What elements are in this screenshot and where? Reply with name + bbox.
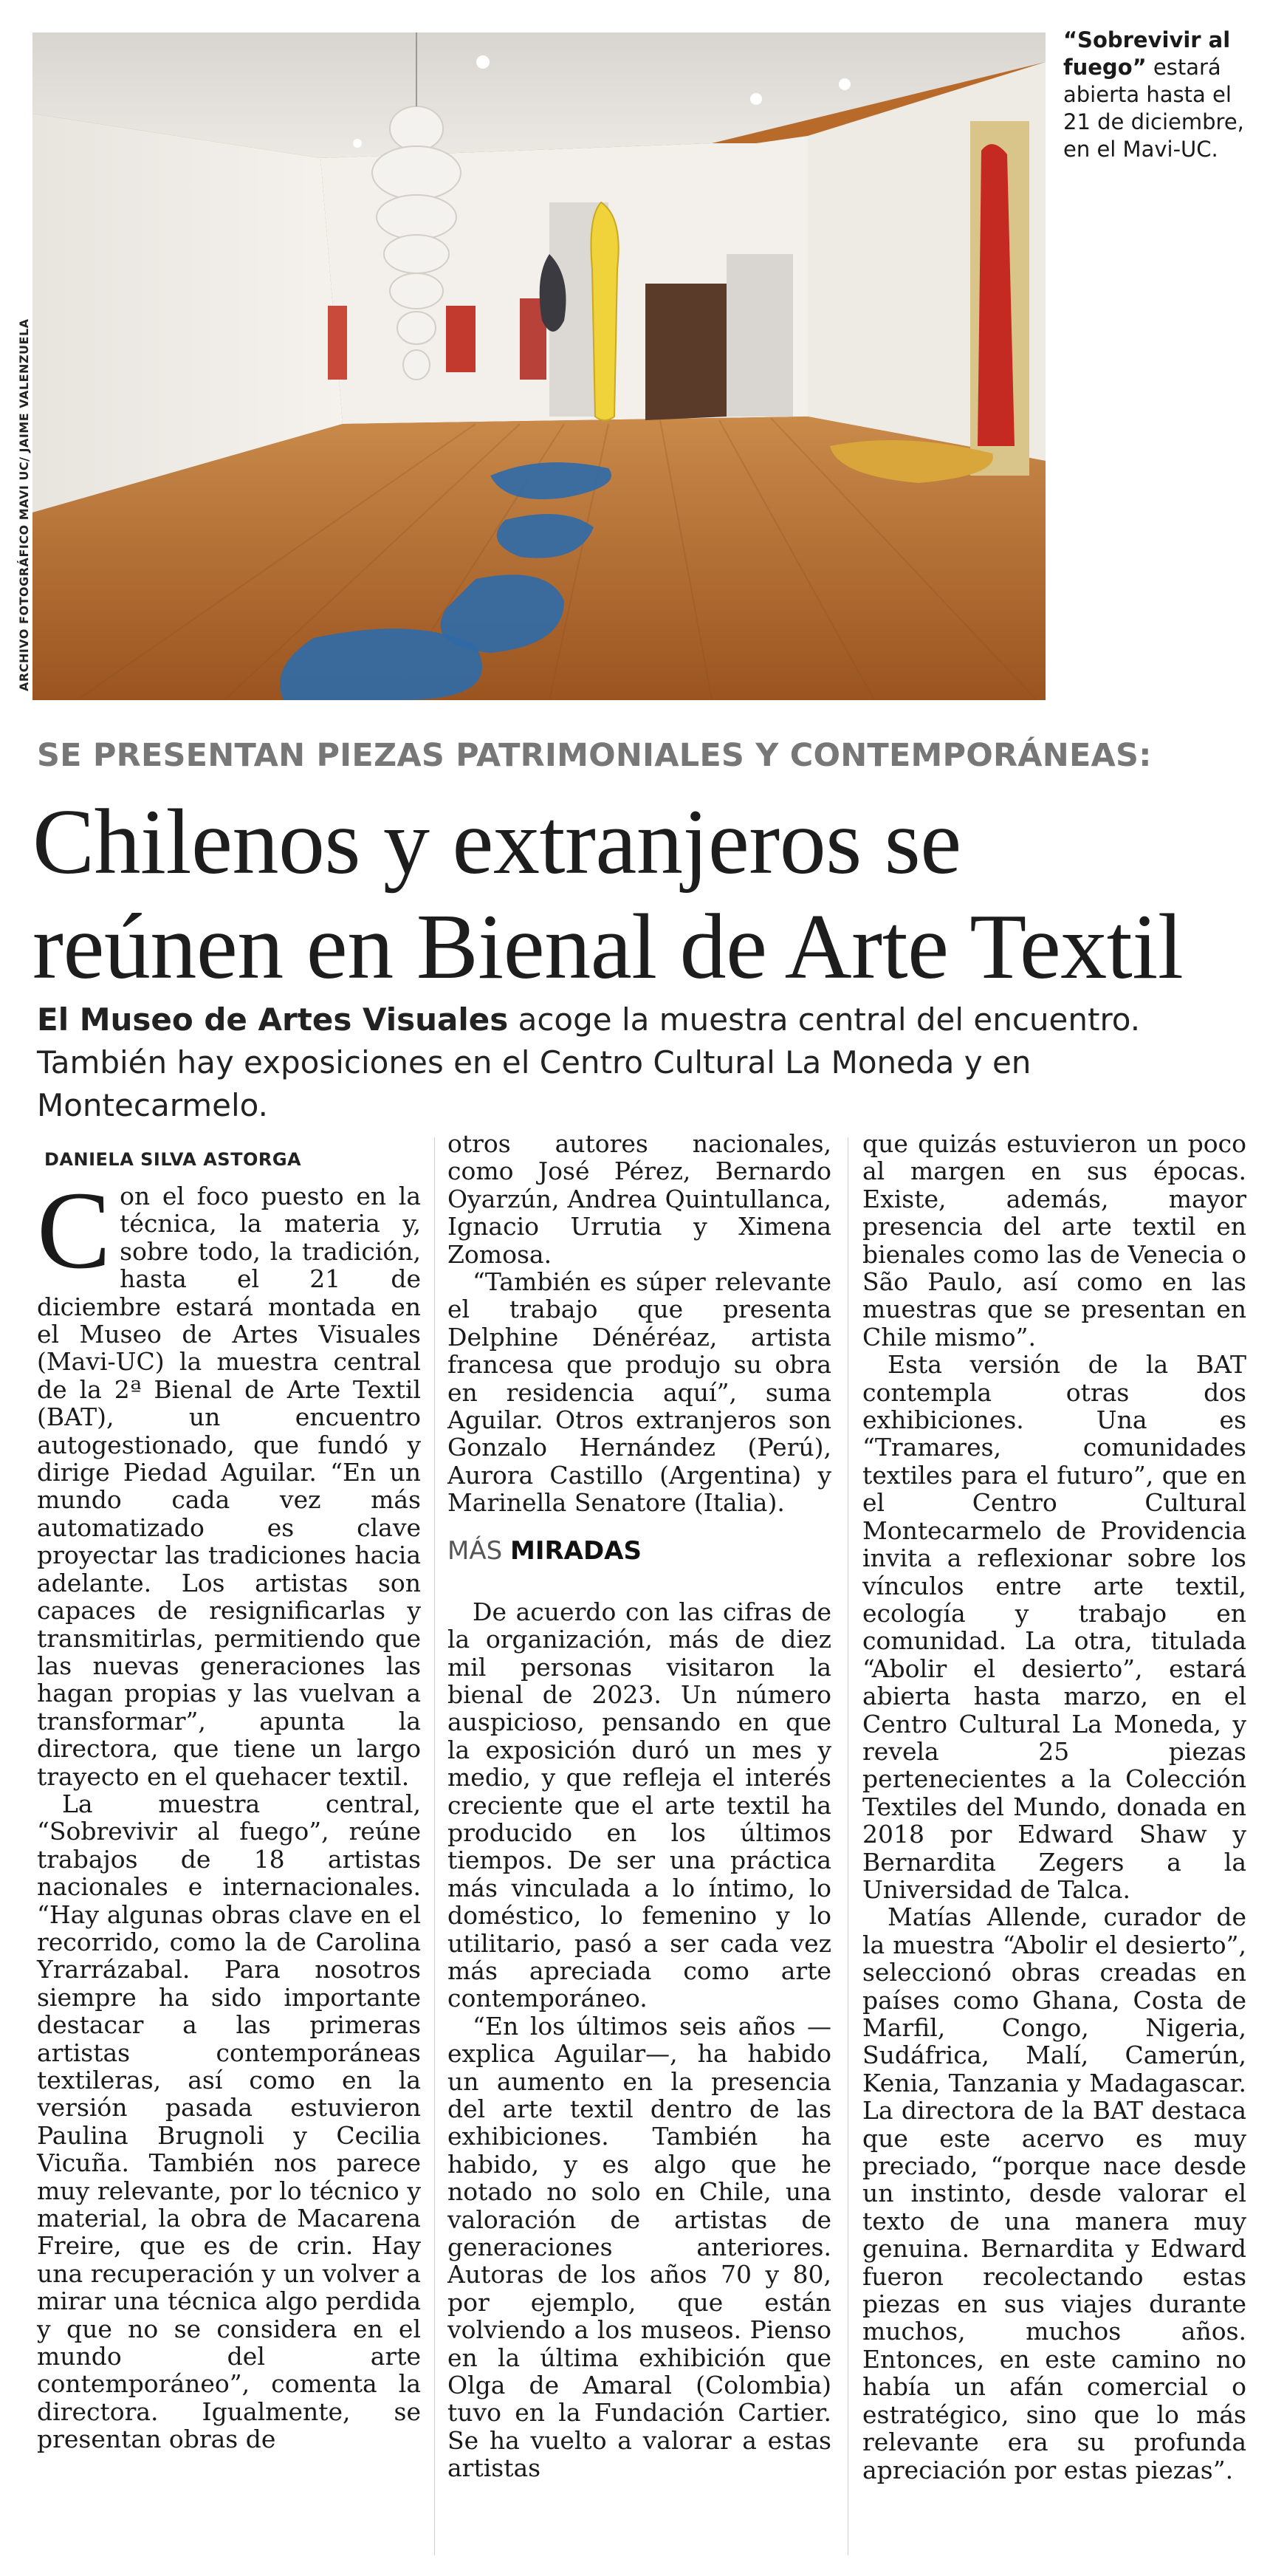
paragraph: “En los últimos seis años —explica Aguilar—, ha habido un aumento en la presencia del arte textil dentro de las exhibiciones. También ha habido, y es algo que he notado no solo en Chile, una valoración de artistas de generaciones anteriores. Autoras de los años 70 y 80, por ejemplo, que están volviendo a los museos. Pienso en la última exhibición que Olga de Amaral (Colombia) tuvo en la Fundación Cartier. Se ha vuelto a valorar a estas artistas (447, 2011, 831, 2483)
paragraph: Esta versión de la BAT contempla otras dos exhibiciones. Una es “Tramares, comunidades textiles para el futuro”, que en el Centro Cultural Montecarmelo de Providencia invita a reflexionar sobre los vínculos entre arte textil, ecología y trabajo en comunidad. La otra, titulada “Abolir el desierto”, estará abierta hasta marzo, en el Centro Cultural La Moneda, y revela 25 piezas pertenecientes a la Colección Textiles del Mundo, donada en 2018 por Edward Shaw y Bernardita Zegers a la Universidad de Talca. (862, 1350, 1246, 1904)
deck-lead: El Museo de Artes Visuales (37, 1001, 509, 1038)
paragraph: Matías Allende, curador de la muestra “Abolir el desierto”, seleccionó obras creadas en países como Ghana, Costa de Marfil, Congo, Nigeria, Sudáfrica, Malí, Camerún, Kenia, Tanzania y Madagascar. La directora de la BAT destaca que este acervo es muy preciado, “porque nace desde un instinto, desde valorar el texto de una manera muy genuina. Bernardita y Edward fueron recolectando estas piezas en sus viajes durante muchos, muchos años. Entonces, en este camino no había un afán comercial o estratégico, sino que lo más relevante era su profunda apreciación por estas piezas”. (862, 1902, 1246, 2484)
subheading-light: MÁS (447, 1535, 510, 1566)
caption-title: “Sobrevivir al fuego” (1063, 27, 1231, 80)
paragraph: La muestra central, “Sobrevivir al fuego”, reúne trabajos de 18 artistas nacionales e internacionales. “Hay algunas obras clave en el recorrido, como la de Carolina Yrarrázabal. Para nosotros siempre ha sido importante destacar a las primeras artistas contemporáneas textileras, así como en la versión pasada estuvieron Paulina Brugnoli y Cecilia Vicuña. También nos parece muy relevante, por lo técnico y material, la obra de Macarena Freire, que es de crin. Hay una recuperación y un volver a mirar una técnica algo perdida y que no se considera en el mundo del arte contemporáneo”, comenta la directora. Igualmente, se presentan obras de (37, 1789, 421, 2454)
paragraph: De acuerdo con las cifras de la organización, más de diez mil personas visitaron la bienal de 2023. Un número auspicioso, pensando en que la exposición duró un mes y medio, y que refleja el interés creciente que el arte textil ha producido en los últimos tiempos. De ser una práctica más vinculada a lo íntimo, lo doméstico, lo femenino y lo utilitario, pasó a ser cada vez más apreciada como arte contemporáneo. (447, 1597, 831, 2013)
column-divider (434, 1137, 435, 2555)
kicker: SE PRESENTAN PIEZAS PATRIMONIALES Y CONTEMPORÁNEAS: (37, 737, 1152, 774)
deck-text: acoge la muestra central del encuentro. También hay exposiciones en el Centro Cultural La Moneda y en Montecarmelo. (37, 1001, 1141, 1123)
gallery-photo (32, 32, 1046, 700)
subheading-bold: MIRADAS (509, 1535, 642, 1566)
headline-line-1: Chilenos y extranjeros se (32, 791, 961, 894)
paragraph: otros autores nacionales, como José Pérez, Bernardo Oyarzún, Andrea Quintullanca, Ignacio Urrutia y Ximena Zomosa. (447, 1129, 831, 1269)
subheading (447, 1536, 831, 1566)
byline: DANIELA SILVA ASTORGA (44, 1149, 302, 1170)
paragraph (37, 1169, 421, 1791)
headline (32, 790, 1258, 1000)
column-3 (862, 1130, 1246, 2484)
paragraph: que quizás estuvieron un poco al margen en sus épocas. Existe, además, mayor presencia del arte textil en bienales como las de Venecia o São Paulo, así como en las muestras que se presentan en Chile mismo”. (862, 1129, 1246, 1352)
headline-line-2: reúnen en Bienal de Arte Textil (32, 896, 1184, 998)
photo-credit: ARCHIVO FOTOGRÁFICO MAVI UC/ JAIME VALENZUELA (17, 318, 31, 691)
caption-text: estará abierta hasta el 21 de diciembre, en el Mavi-UC. (1063, 55, 1244, 162)
column-2 (447, 1130, 831, 2482)
photo-caption (1063, 27, 1257, 163)
column-1 (37, 1134, 421, 2453)
drop-cap: C (37, 1169, 111, 1292)
paragraph-text: on el foco puesto en la técnica, la materia y, sobre todo, la tradición, hasta el 21 de diciembre estará montada en el Museo de Artes Visuales (Mavi-UC) la muestra central de la 2ª Bienal de Arte Textil (BAT), un encuentro autogestionado, que fundó y dirige Piedad Aguilar. “En un mundo cada vez más automatizado es clave proyectar las tradiciones hacia adelante. Los artistas son capaces de resignificarlas y transmitirlas, permitiendo que las nuevas generaciones las hagan propias y las vuelvan a transformar”, apunta la directora, que tiene un largo trayecto en el quehacer textil. (37, 1182, 421, 1791)
deck (37, 998, 1255, 1127)
paragraph: “También es súper relevante el trabajo que presenta Delphine Dénéréaz, artista francesa que produjo su obra en residencia aquí”, suma Aguilar. Otros extranjeros son Gonzalo Hernández (Perú), Aurora Castillo (Argentina) y Marinella Senatore (Italia). (447, 1267, 831, 1518)
